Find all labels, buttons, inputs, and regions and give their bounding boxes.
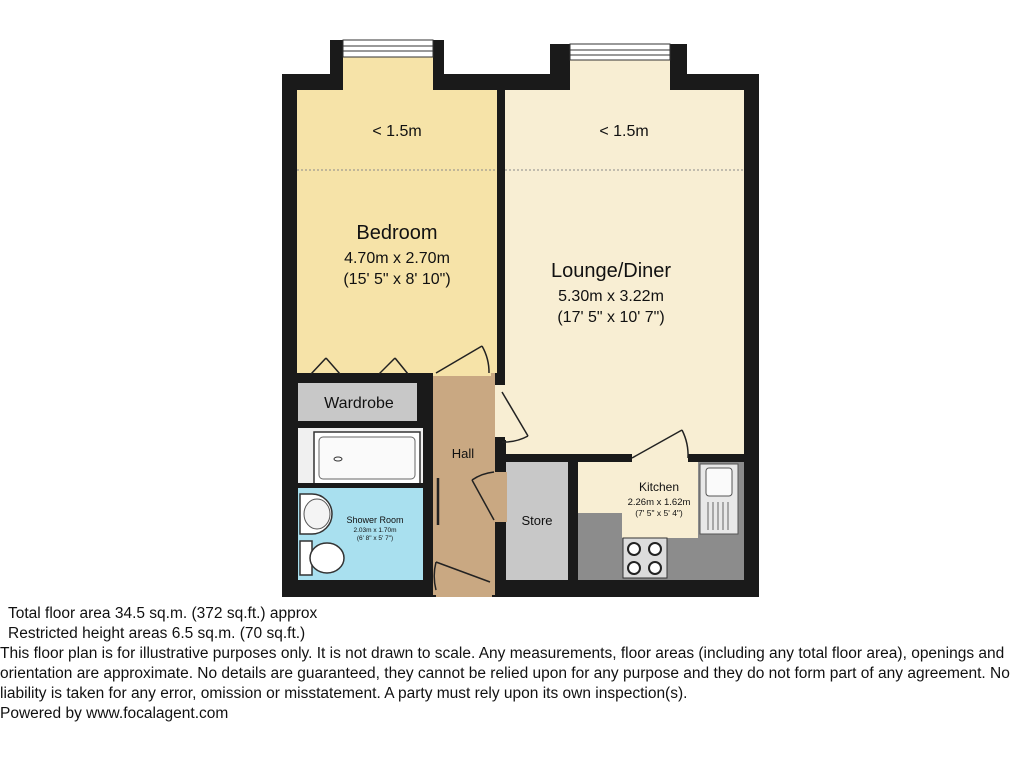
- wardrobe-bath-wall: [297, 421, 433, 428]
- floor-plan-footer: [0, 604, 1024, 724]
- store-door-opening: [494, 472, 507, 522]
- bedroom-wardrobe-wall: [297, 373, 433, 383]
- shower-room-size-imperial: (6' 8" x 5' 7"): [356, 535, 394, 542]
- hob-icon: [623, 538, 667, 578]
- kitchen-size-imperial: (7' 5" x 5' 4"): [635, 508, 683, 518]
- lounge-store-wall: [505, 454, 744, 462]
- kitchen-size-metric: 2.26m x 1.62m: [627, 497, 691, 508]
- lounge-size-imperial: (17' 5" x 10' 7"): [557, 309, 665, 326]
- total-floor-area: Total floor area 34.5 sq.m. (372 sq.ft.) approx: [8, 605, 318, 622]
- bedroom-bay: [343, 57, 433, 91]
- entrance-door-opening: [436, 590, 492, 597]
- disclaimer-text: This floor plan is for illustrative purposes only. It is not drawn to scale. Any measurements, floor areas (including any total floor area), openings and orientation are approximate. No details are guaranteed, they cannot be relied upon for any purpose and they do not form part of any agreement. No liability is taken for any error, omission or misstatement. A party must rely upon its own inspection(s).: [0, 645, 1010, 702]
- bath-icon: [314, 432, 420, 484]
- bedroom-size-imperial: (15' 5" x 8' 10"): [343, 271, 451, 288]
- lounge-size-metric: 5.30m x 3.22m: [558, 288, 664, 305]
- restricted-height-area: Restricted height areas 6.5 sq.m. (70 sq.ft.): [8, 625, 306, 642]
- wardrobe-label: Wardrobe: [324, 395, 394, 412]
- hall-left-wall: [423, 373, 433, 597]
- bedroom-size-metric: 4.70m x 2.70m: [344, 250, 450, 267]
- sink-icon: [700, 464, 738, 534]
- shower-room-name: Shower Room: [346, 515, 404, 525]
- lounge-bay: [570, 60, 670, 91]
- kitchen-name: Kitchen: [638, 480, 680, 494]
- shower-room-size-metric: 2.03m x 1.70m: [353, 527, 397, 534]
- bedroom-window-icon: [343, 40, 433, 57]
- bedroom-name: Bedroom: [356, 222, 438, 244]
- bedroom-restricted-label: < 1.5m: [372, 123, 422, 140]
- lounge-door-opening: [495, 385, 506, 437]
- toilet-icon: [300, 541, 344, 575]
- hall-label: Hall: [451, 446, 475, 461]
- lounge-restricted-label: < 1.5m: [599, 123, 649, 140]
- store-label: Store: [521, 513, 553, 528]
- basin-icon: [300, 494, 332, 534]
- lounge-window-icon: [570, 44, 670, 60]
- lounge-name: Lounge/Diner: [550, 260, 672, 282]
- shower-divider-wall: [297, 483, 423, 488]
- store-kitchen-wall: [568, 462, 578, 580]
- powered-by-link[interactable]: Powered by www.focalagent.com: [0, 705, 229, 722]
- kitchen-door-opening: [632, 453, 688, 463]
- bedroom-lounge-wall: [497, 90, 505, 380]
- hall-floor: [433, 373, 495, 595]
- bedroom-door-opening: [433, 370, 491, 376]
